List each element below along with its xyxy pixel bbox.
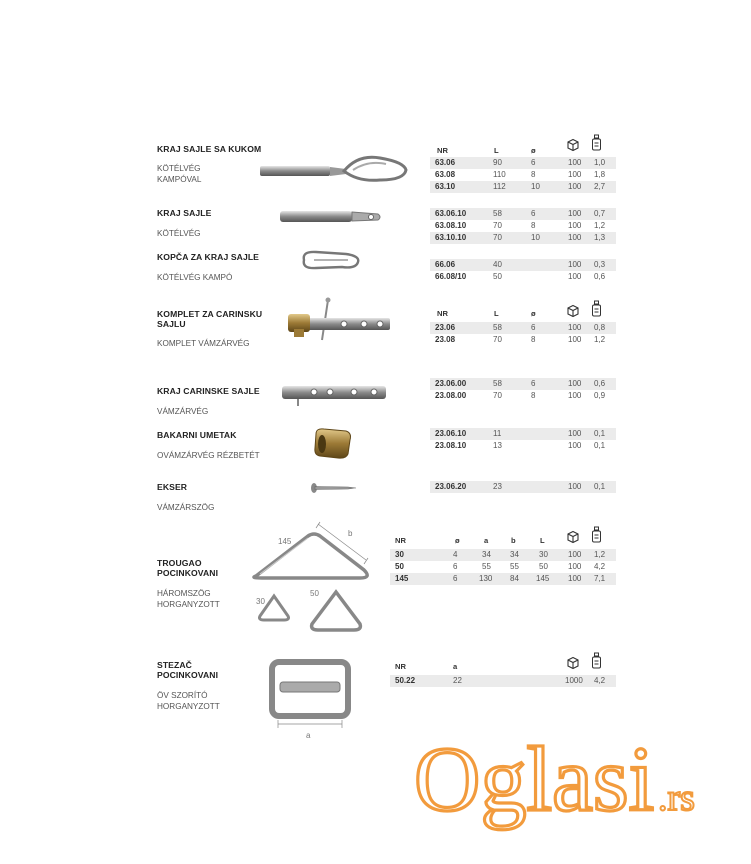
triangle-rings-image xyxy=(248,516,378,646)
table-row: 23.06.10 11 100 0,1 xyxy=(430,428,616,440)
table-row: 66.06 40 100 0,3 xyxy=(430,259,616,271)
product-title: KRAJ SAJLE xyxy=(157,208,212,218)
table-s3 xyxy=(430,259,616,283)
oglasi-watermark-logo xyxy=(410,732,720,842)
dim-label: 50 xyxy=(310,589,319,598)
box-icon xyxy=(566,138,580,152)
product-subtitle: VÁMZÁRVÉG xyxy=(157,407,209,416)
dim-label: b xyxy=(348,529,353,538)
col-header-a: a xyxy=(453,662,458,671)
table-row: 23.08.10 13 100 0,1 xyxy=(435,441,606,450)
product-title: KRAJ CARINSKE SAJLE xyxy=(157,386,260,396)
weight-icon xyxy=(591,526,603,544)
customs-cable-set-image xyxy=(272,296,396,346)
table-row: 63.10 112 10 100 2,7 xyxy=(430,181,616,193)
nail-image xyxy=(308,482,358,494)
box-icon xyxy=(566,304,580,318)
col-header-nr: NR xyxy=(395,662,406,671)
cable-end-with-hook-image xyxy=(258,150,414,190)
table-row: 63.10.10 70 10 100 1,3 xyxy=(430,232,616,244)
col-header-nr: NR xyxy=(437,309,448,318)
table-row: 50.22 22 1000 4,2 xyxy=(390,675,616,687)
table-row: 23.06.00 58 6 100 0,6 xyxy=(430,378,616,390)
product-title: EKSER xyxy=(157,482,188,492)
table-row: 63.08 110 8 100 1,8 xyxy=(435,170,606,179)
product-subtitle: KÖTÉLVÉG KAMPÓ xyxy=(157,273,233,282)
col-header-b: b xyxy=(511,536,516,545)
watermark-brand: Oglasi xyxy=(414,732,655,830)
box-icon xyxy=(566,530,580,544)
product-subtitle: ÖV SZORÍTÓ HORGANYZOTT xyxy=(157,691,220,711)
dim-label: 145 xyxy=(278,537,292,546)
table-row: 23.08.00 70 8 100 0,9 xyxy=(435,391,606,400)
product-subtitle: KÖTÉLVÉG KAMPÓVAL xyxy=(157,164,202,184)
table-row: 145 6 130 84 145 100 7,1 xyxy=(390,573,616,585)
col-header-diameter: ø xyxy=(531,309,536,318)
box-icon xyxy=(566,656,580,670)
col-header-a: a xyxy=(484,536,489,545)
dim-label: a xyxy=(306,731,311,740)
table-s4 xyxy=(430,322,616,346)
col-header-nr: NR xyxy=(395,536,406,545)
table-row: 63.06 90 6 100 1,0 xyxy=(430,157,616,169)
product-subtitle: KÖTÉLVÉG xyxy=(157,229,201,238)
product-title: TROUGAO POCINKOVANI xyxy=(157,558,219,578)
table-s7 xyxy=(430,481,616,493)
product-title: STEZAČ POCINKOVANI xyxy=(157,660,219,680)
table-row: 66.08/10 50 100 0,6 xyxy=(435,272,606,281)
table-s5 xyxy=(430,378,616,402)
col-header-l: L xyxy=(494,309,499,318)
watermark-suffix: .rs xyxy=(658,777,695,819)
product-title: BAKARNI UMETAK xyxy=(157,430,237,440)
table-s1 xyxy=(430,157,616,197)
product-subtitle: HÁROMSZÖG HORGANYZOTT xyxy=(157,589,220,609)
product-subtitle: VÁMZÁRSZÖG xyxy=(157,503,215,512)
copper-insert-image xyxy=(312,424,354,462)
table-row: 23.06 58 6 100 0,8 xyxy=(430,322,616,334)
product-title: KOPČA ZA KRAJ SAJLE xyxy=(157,252,260,262)
table-row: 23.06.20 23 100 0,1 xyxy=(430,481,616,493)
table-s9 xyxy=(390,675,616,687)
customs-cable-end-image xyxy=(278,378,394,408)
table-row: 63.06.10 58 6 100 0,7 xyxy=(430,208,616,220)
col-header-nr: NR xyxy=(437,146,448,155)
dim-label: 30 xyxy=(256,597,265,606)
belt-buckle-image xyxy=(262,658,358,742)
col-header-diameter: ø xyxy=(531,146,536,155)
col-header-l: L xyxy=(540,536,545,545)
table-row: 50 6 55 55 50 100 4,2 xyxy=(395,562,606,571)
product-subtitle: KOMPLET VÁMZÁRVÉG xyxy=(157,339,250,348)
table-s2 xyxy=(430,208,616,244)
weight-icon xyxy=(591,134,603,152)
weight-icon xyxy=(591,300,603,318)
table-row: 23.08 70 8 100 1,2 xyxy=(435,335,606,344)
product-title: KOMPLET ZA CARINSKU SAJLU xyxy=(157,309,263,329)
table-row: 63.08.10 70 8 100 1,2 xyxy=(435,221,606,230)
col-header-l: L xyxy=(494,146,499,155)
product-subtitle: OVÁMZÁRVÉG RÉZBETÉT xyxy=(157,451,260,460)
cable-end-image xyxy=(278,206,384,228)
product-title: KRAJ SAJLE SA KUKOM xyxy=(157,144,262,154)
table-s8 xyxy=(390,549,616,585)
hook-clip-image xyxy=(298,248,364,272)
table-s6 xyxy=(430,428,616,452)
col-header-diameter: ø xyxy=(455,536,460,545)
table-row: 30 4 34 34 30 100 1,2 xyxy=(390,549,616,561)
weight-icon xyxy=(591,652,603,670)
